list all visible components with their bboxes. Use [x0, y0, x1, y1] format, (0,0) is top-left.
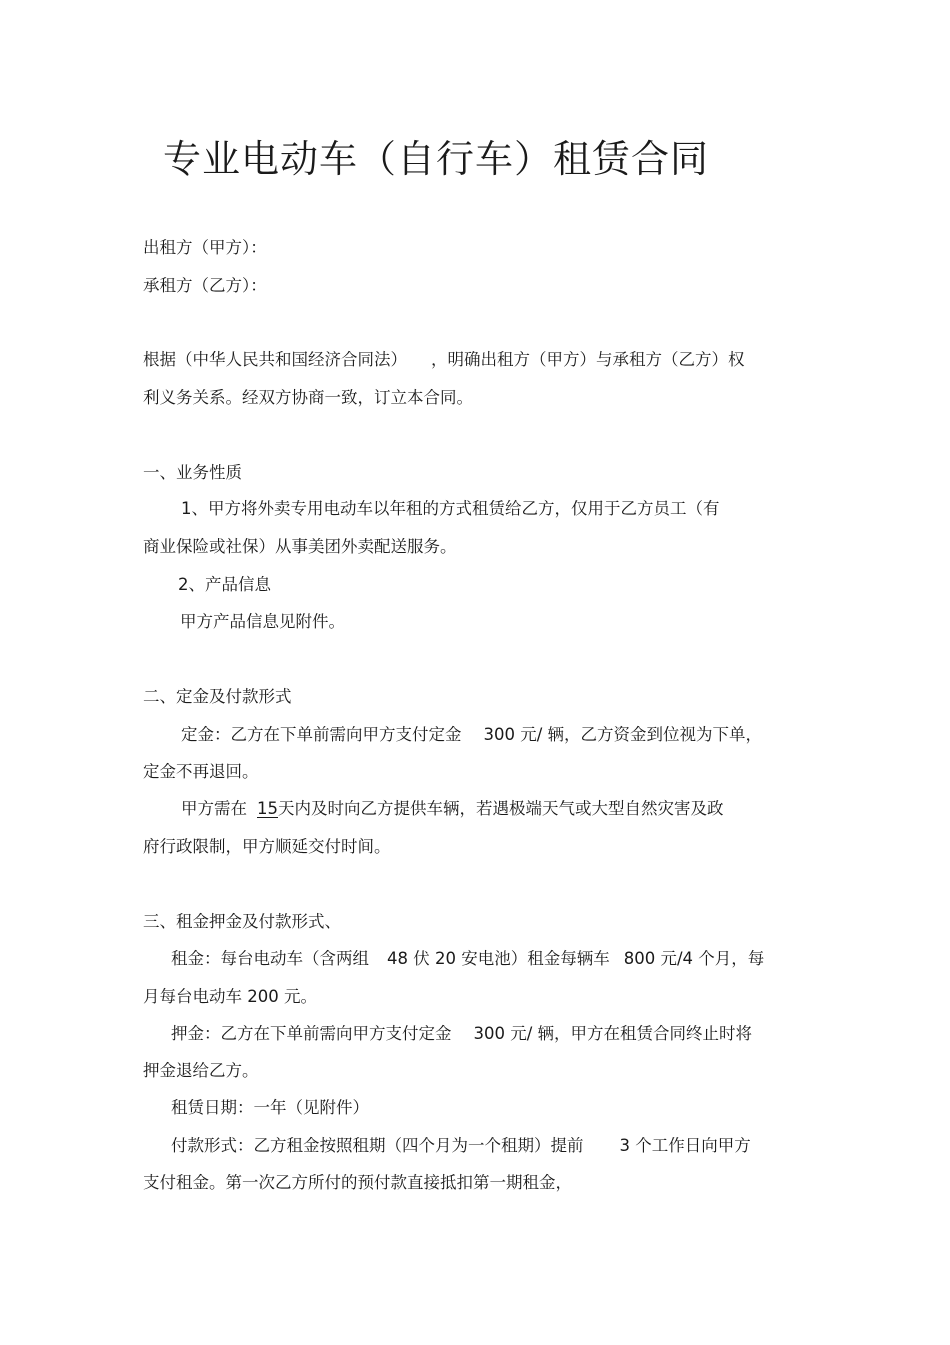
- deposit-amount: 300 元/ 辆，乙方资金到位视为下单，: [483, 725, 763, 744]
- section-1-item-2-text: 甲方产品信息见附件。: [180, 612, 345, 631]
- deposit-refund-amount: 300 元/ 辆，甲方在租赁合同终止时将: [473, 1024, 753, 1043]
- lessor-label: 出租方（甲方）：: [143, 238, 267, 257]
- section-1-item-1-line-1: 1、甲方将外卖专用电动车以年租的方式租赁给乙方，仅用于乙方员工（有: [181, 499, 720, 518]
- preamble-law-ref: 根据（中华人民共和国经济合同法）: [143, 350, 407, 369]
- section-2-para-1-line-2: 定金不再退回。: [143, 762, 259, 781]
- section-1-item-1-line-2: 商业保险或社保）从事美团外卖配送服务。: [143, 537, 457, 556]
- payment-days: 3 个工作日向甲方: [619, 1136, 751, 1155]
- delivery-clause-start: 甲方需在: [181, 799, 247, 818]
- section-2-para-2-line-2: 府行政限制，甲方顺延交付时间。: [143, 837, 391, 856]
- section-3-heading: 三、租金押金及付款形式、: [143, 912, 341, 931]
- payment-clause: 付款形式：乙方租金按照租期（四个月为一个租期）提前: [171, 1136, 584, 1155]
- delivery-clause-end: 天内及时向乙方提供车辆，若遇极端天气或大型自然灾害及政: [278, 799, 724, 818]
- rent-clause: 租金：每台电动车（含两组: [171, 949, 369, 968]
- rent-battery: 48 伏 20 安电池）租金每辆车: [387, 949, 610, 968]
- payment-line-1: [171, 1136, 751, 1156]
- deposit-line-2: 押金退给乙方。: [143, 1061, 259, 1080]
- preamble-line-2: 利义务关系。经双方协商一致，订立本合同。: [143, 388, 473, 407]
- deposit-clause: 定金：乙方在下单前需向甲方支付定金: [181, 725, 462, 744]
- rent-amount: 800 元/4 个月，每: [623, 949, 765, 968]
- deposit-line-1: [171, 1024, 752, 1044]
- payment-line-2: 支付租金。第一次乙方所付的预付款直接抵扣第一期租金，: [143, 1173, 572, 1192]
- section-1-heading: 一、业务性质: [143, 463, 242, 482]
- rent-line-1: [171, 949, 764, 969]
- deposit-refund-clause: 押金：乙方在下单前需向甲方支付定金: [171, 1024, 452, 1043]
- section-2-para-1-line-1: [181, 725, 762, 745]
- section-2-heading: 二、定金及付款形式: [143, 687, 292, 706]
- section-1-item-2-heading: 2、产品信息: [178, 575, 271, 594]
- lease-term: 租赁日期：一年（见附件）: [171, 1098, 369, 1117]
- preamble-text: ，明确出租方（甲方）与承租方（乙方）权: [431, 350, 745, 369]
- lessee-label: 承租方（乙方）：: [143, 276, 267, 295]
- preamble-line-1: [143, 350, 745, 370]
- document-title: 专业电动车（自行车）租赁合同: [163, 137, 710, 181]
- rent-line-2: 月每台电动车 200 元。: [143, 987, 317, 1006]
- section-2-para-2-line-1: [181, 799, 724, 819]
- delivery-days: 15: [257, 799, 278, 818]
